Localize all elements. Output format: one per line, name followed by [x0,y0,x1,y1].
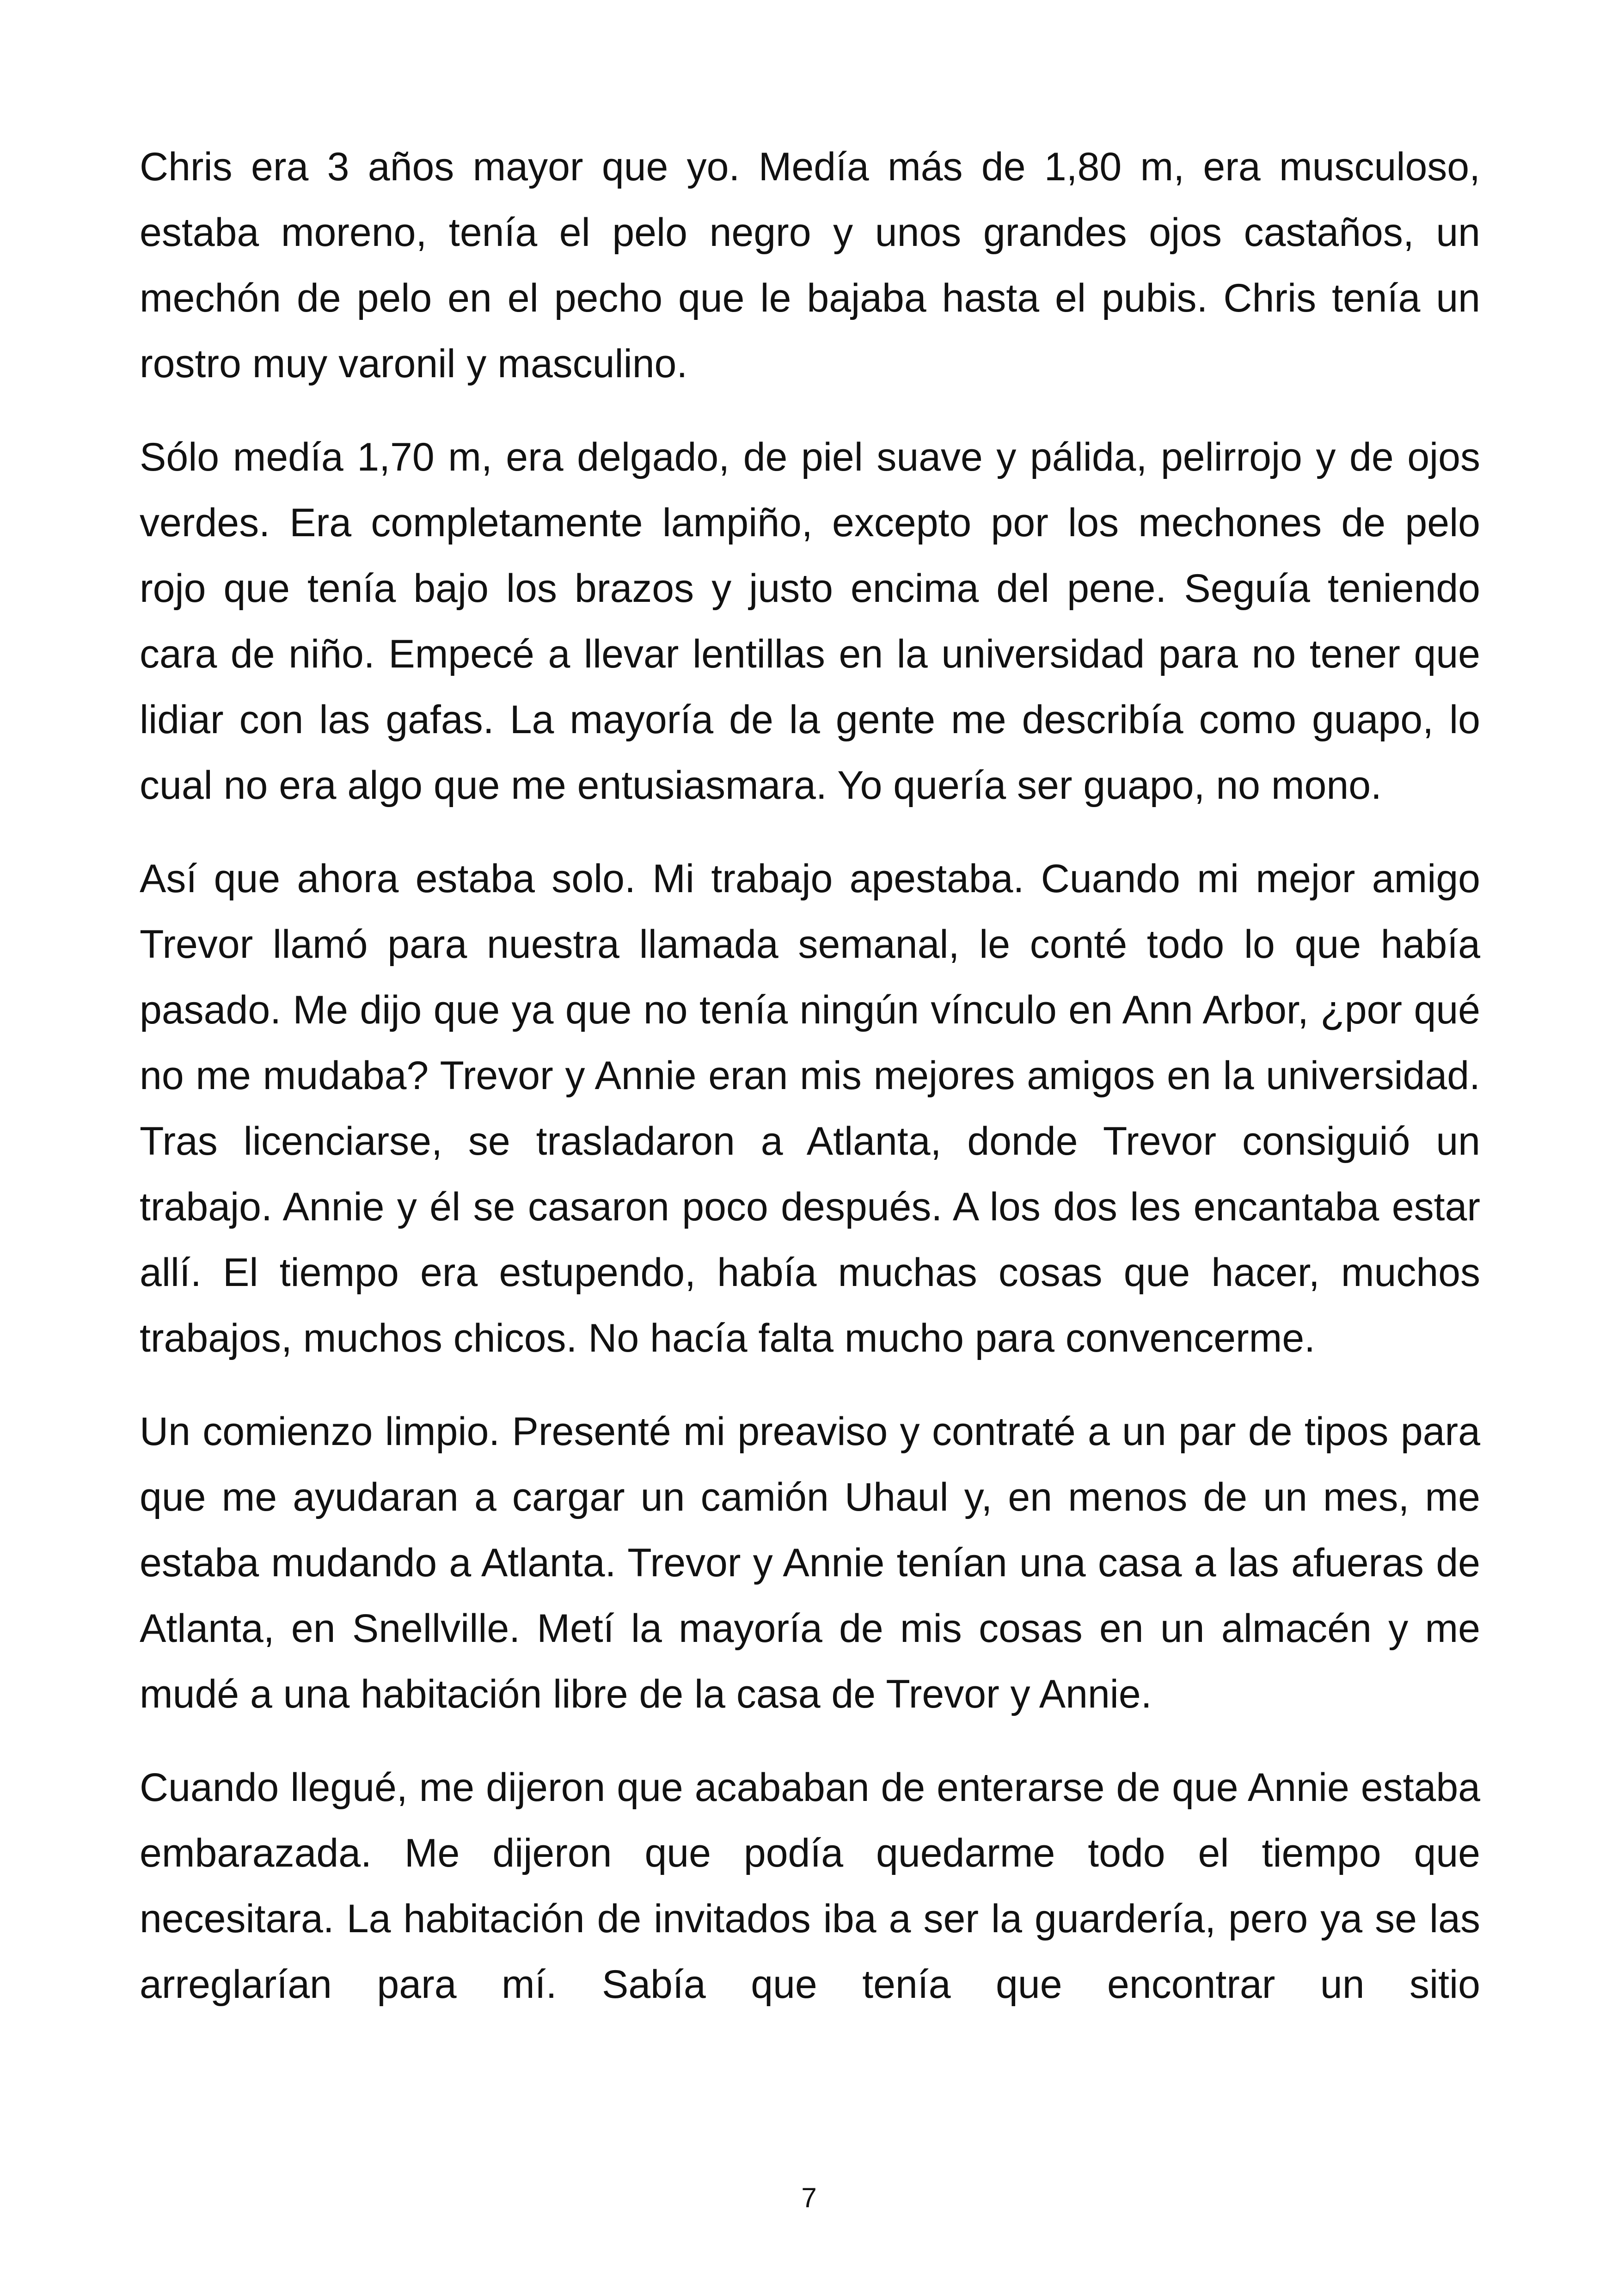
page-number: 7 [801,2182,817,2213]
paragraph-3: Así que ahora estaba solo. Mi trabajo apestaba. Cuando mi mejor amigo Trevor llamó para nuestra llamada semanal, le conté todo lo que había pasado. Me dijo que ya que no tenía ningún vínculo en Ann Arbor, ¿por qué no me mudaba? Trevor y Annie eran mis mejores amigos en la universidad. Tras licenciarse, se trasladaron a Atlanta, donde Trevor consiguió un trabajo. Annie y él se casaron poco después. A los dos les encantaba estar allí. El tiempo era estupendo, había muchas cosas que hacer, muchos trabajos, muchos chicos. No hacía falta mucho para convencerme. [140,857,1480,1360]
paragraph-1: Chris era 3 años mayor que yo. Medía más de 1,80 m, era musculoso, estaba moreno, tenía el pelo negro y unos grandes ojos castaños, un mechón de pelo en el pecho que le bajaba hasta el pubis. Chris tenía un rostro muy varonil y masculino. [140,145,1480,386]
paragraph-2: Sólo medía 1,70 m, era delgado, de piel suave y pálida, pelirrojo y de ojos verdes. Era completamente lampiño, excepto por los mechones de pelo rojo que tenía bajo los brazos y justo encima del pene. Seguía teniendo cara de niño. Empecé a llevar lentillas en la universidad para no tener que lidiar con las gafas. La mayoría de la gente me describía como guapo, lo cual no era algo que me entusiasmara. Yo quería ser guapo, no mono. [140,435,1480,808]
paragraph-4: Un comienzo limpio. Presenté mi preaviso y contraté a un par de tipos para que me ayudaran a cargar un camión Uhaul y, en menos de un mes, me estaba mudando a Atlanta. Trevor y Annie tenían una casa a las afueras de Atlanta, en Snellville. Metí la mayoría de mis cosas en un almacén y me mudé a una habitación libre de la casa de Trevor y Annie. [140,1409,1480,1716]
paragraph-5: Cuando llegué, me dijeron que acababan de enterarse de que Annie estaba embarazada. Me dijeron que podía quedarme todo el tiempo que necesitara. La habitación de invitados iba a ser la guardería, pero ya se las arreglarían para mí. Sabía que tenía que encontrar un sitio [140,1765,1480,2007]
body-text [140,134,1480,2017]
